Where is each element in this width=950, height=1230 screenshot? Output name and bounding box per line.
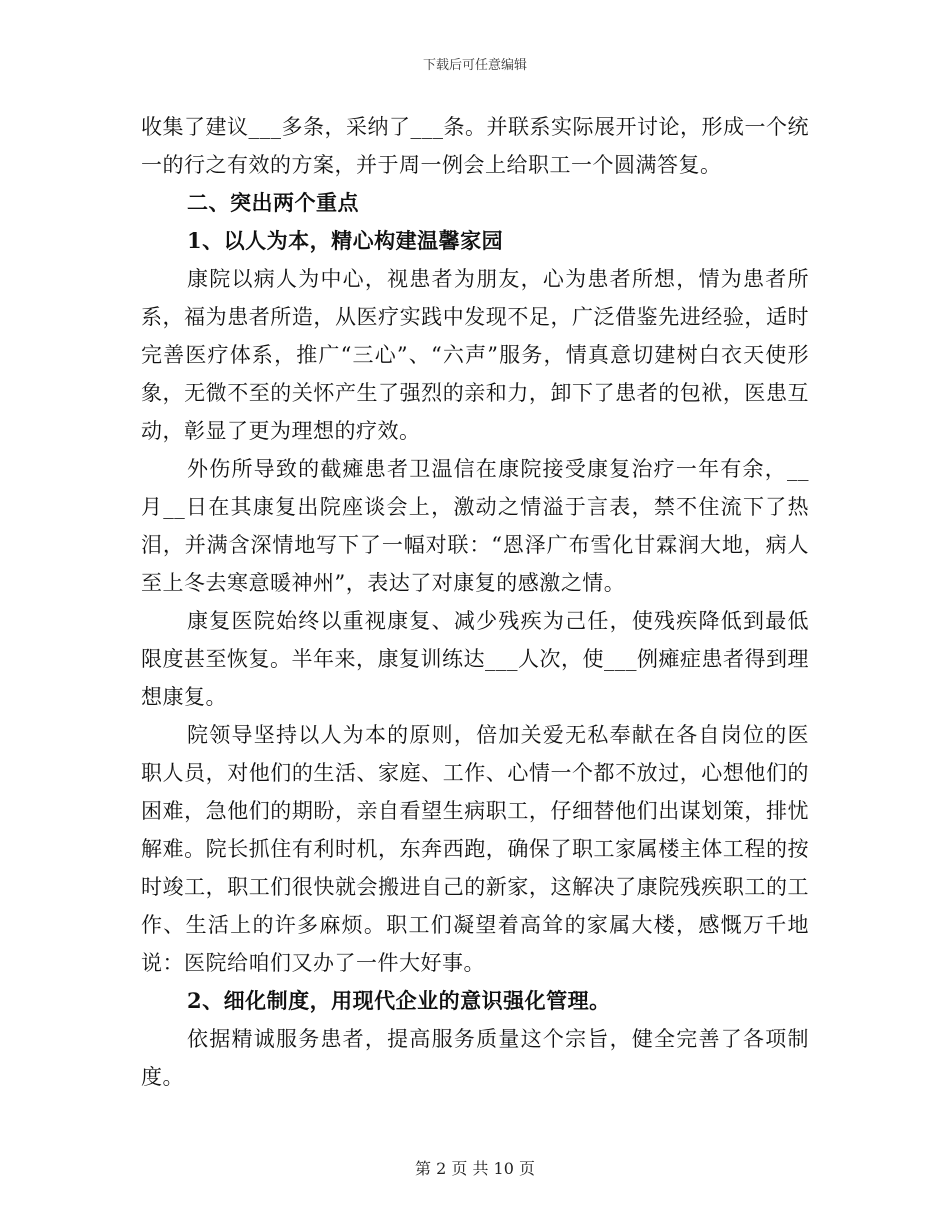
paragraph-patient-story: 外伤所导致的截瘫患者卫温信在康院接受康复治疗一年有余，__月__日在其康复出院座谈会上，激动之情溢于言表，禁不住流下了热泪，并满含深情地写下了一幅对联：“恩泽广布雪化甘霖润大地，病人至上冬去寒意暖神州”，表达了对康复的感激之情。 — [141, 457, 809, 595]
page-header: 下载后可任意编辑 — [422, 58, 527, 73]
paragraph-staff-care: 院领导坚持以人为本的原则，倍加关爱无私奉献在各自岗位的医职人员，对他们的生活、家庭、工作、心情一个都不放过，心想他们的困难，急他们的期盼，亲自看望生病职工，仔细替他们出谋划策，排忧解难。院长抓住有利时机，东奔西跑，确保了职工家属楼主体工程的按时竣工，职工们很快就会搬进自己的新家，这解决了康院残疾职工的工作、生活上的许多麻烦。职工们凝望着高耸的家属大楼，感慨万千地说：医院给咱们又办了一件大好事。 — [141, 723, 809, 975]
paragraph-continuation: 收集了建议___多条，采纳了___条。并联系实际展开讨论，形成一个统一的行之有效的方案，并于周一例会上给职工一个圆满答复。 — [141, 115, 809, 177]
subsection-heading-2: 2、细化制度，用现代企业的意识强化管理。 — [187, 988, 611, 1013]
paragraph-patient-centered: 康院以病人为中心，视患者为朋友，心为患者所想，情为患者所系，福为患者所造，从医疗实践中发现不足，广泛借鉴先进经验，适时完善医疗体系，推广“三心”、“六声”服务，情真意切建树白衣天使形象，无微不至的关怀产生了强烈的亲和力，卸下了患者的包袱，医患互动，彰显了更为理想的疗效。 — [141, 267, 809, 443]
section-heading: 二、突出两个重点 — [187, 190, 359, 215]
paragraph-regulations: 依据精诚服务患者，提高服务质量这个宗旨，健全完善了各项制度。 — [141, 1027, 809, 1089]
page-number: 第 2 页 共 10 页 — [415, 1159, 535, 1178]
paragraph-rehabilitation: 康复医院始终以重视康复、减少残疾为己任，使残疾降低到最低限度甚至恢复。半年来，康复训练达___人次，使___例瘫症患者得到理想康复。 — [141, 609, 809, 709]
subsection-heading-1: 1、以人为本，精心构建温馨家园 — [187, 228, 504, 253]
document-body — [141, 108, 809, 1096]
